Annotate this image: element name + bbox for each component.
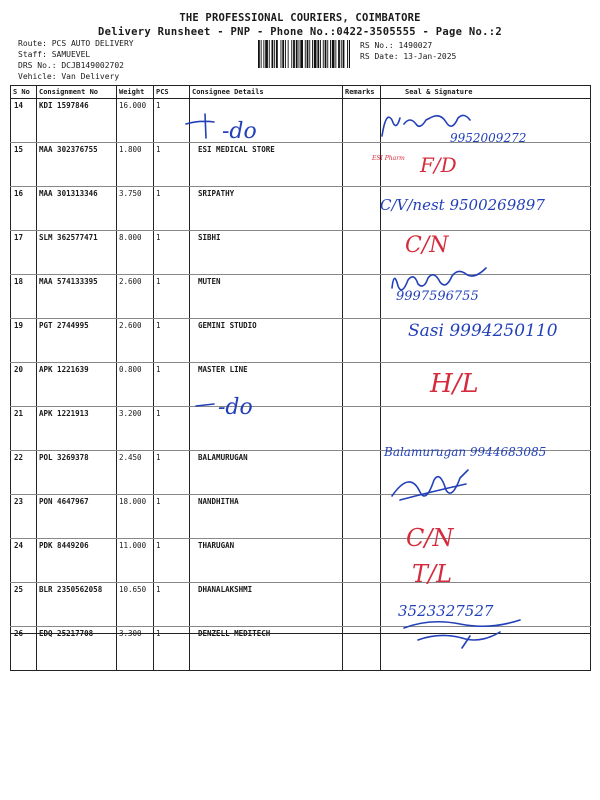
column-header-weight: Weight xyxy=(117,86,154,99)
barcode-bar xyxy=(299,40,300,68)
row-consignee: SRIPATHY xyxy=(190,187,343,231)
vehicle-label: Vehicle: Van Delivery xyxy=(18,72,120,81)
column-header-consignee: Consignee Details xyxy=(190,86,343,99)
barcode-bar xyxy=(269,40,270,68)
barcode-bar xyxy=(285,40,286,68)
row-consignment-number: PON 4647967 xyxy=(37,495,117,539)
barcode-bar xyxy=(325,40,327,68)
row-consignee: DENZELL MEDITECH xyxy=(190,627,343,671)
barcode-bar xyxy=(263,40,264,68)
row-consignee: SIBHI xyxy=(190,231,343,275)
row-consignment-number: EDQ 25217708 xyxy=(37,627,117,671)
row-signature-cell xyxy=(381,583,591,627)
drs-number-label: DRS No.: DCJB149002702 xyxy=(18,61,124,70)
barcode-bar xyxy=(258,40,260,68)
document-subtitle: Delivery Runsheet - PNP - Phone No.:0422-3505555 - Page No.:2 xyxy=(98,26,502,38)
runsheet-meta-right xyxy=(360,40,456,62)
row19-note-text: Sasi 9994250110 xyxy=(408,321,558,341)
row26-note-text: 3523327527 xyxy=(398,602,494,620)
row22-note-text: Balamurugan 9944683085 xyxy=(384,445,547,459)
row-sno: 23 xyxy=(11,495,37,539)
row-pcs: 1 xyxy=(154,231,190,275)
row20-code-text: H/L xyxy=(430,369,479,399)
row-pcs: 1 xyxy=(154,495,190,539)
row-pcs: 1 xyxy=(154,319,190,363)
row-consignee xyxy=(190,99,343,143)
row-remarks xyxy=(343,99,381,143)
barcode-bar xyxy=(305,40,306,68)
row-consignee: MUTEN xyxy=(190,275,343,319)
row-sno: 14 xyxy=(11,99,37,143)
row-weight: 2.600 xyxy=(117,319,154,363)
row-signature-cell xyxy=(381,143,591,187)
barcode-bar xyxy=(343,40,345,68)
row-consignee: ESI MEDICAL STORE xyxy=(190,143,343,187)
barcode-bar xyxy=(320,40,321,68)
row-sno: 24 xyxy=(11,539,37,583)
row-consignment-number: APK 1221639 xyxy=(37,363,117,407)
row-remarks xyxy=(343,363,381,407)
row-remarks xyxy=(343,319,381,363)
row-signature-cell xyxy=(381,363,591,407)
row-consignment-number: KDI 1597846 xyxy=(37,99,117,143)
row-sno: 16 xyxy=(11,187,37,231)
row-sno: 22 xyxy=(11,451,37,495)
barcode-bar xyxy=(282,40,284,68)
row-pcs: 1 xyxy=(154,363,190,407)
row-consignment-number: PGT 2744995 xyxy=(37,319,117,363)
route-label: Route: PCS AUTO DELIVERY xyxy=(18,39,134,48)
table-row xyxy=(11,583,591,627)
row25-code-text: T/L xyxy=(412,560,453,588)
row-consignment-number: BLR 2350562058 xyxy=(37,583,117,627)
barcode-bar xyxy=(323,40,324,68)
row-pcs: 1 xyxy=(154,627,190,671)
row17-code-text: C/N xyxy=(405,233,449,258)
row-consignee: GEMINI STUDIO xyxy=(190,319,343,363)
barcode-graphic xyxy=(258,40,350,68)
row-weight: 3.300 xyxy=(117,627,154,671)
row21-remark-text: -do xyxy=(218,395,253,420)
row-remarks xyxy=(343,495,381,539)
row-consignee: NANDHITHA xyxy=(190,495,343,539)
row-weight: 0.800 xyxy=(117,363,154,407)
barcode-bar xyxy=(265,40,268,68)
staff-label: Staff: SAMUEVEL xyxy=(18,50,91,59)
table-row xyxy=(11,143,591,187)
row-weight: 16.000 xyxy=(117,99,154,143)
table-header-row xyxy=(11,86,591,99)
row15-code-text: F/D xyxy=(420,153,457,177)
barcode-bar xyxy=(261,40,262,68)
row-signature-cell xyxy=(381,451,591,495)
table-row xyxy=(11,407,591,451)
barcode-bar xyxy=(312,40,313,68)
barcode-bar xyxy=(281,40,282,68)
row-pcs: 1 xyxy=(154,187,190,231)
barcode-bar xyxy=(274,40,275,68)
row-remarks xyxy=(343,451,381,495)
row-weight: 2.600 xyxy=(117,275,154,319)
barcode-bar xyxy=(309,40,310,68)
barcode-bar xyxy=(338,40,340,68)
row-weight: 2.450 xyxy=(117,451,154,495)
table-row xyxy=(11,539,591,583)
document-title: THE PROFESSIONAL COURIERS, COIMBATORE xyxy=(179,12,421,24)
row-remarks xyxy=(343,187,381,231)
rs-date-label: RS Date: 13-Jan-2025 xyxy=(360,52,457,61)
barcode-bar xyxy=(327,40,328,68)
row-consignment-number: MAA 302376755 xyxy=(37,143,117,187)
barcode-bar xyxy=(341,40,342,68)
barcode-bar xyxy=(288,40,289,68)
row-weight: 3.200 xyxy=(117,407,154,451)
row-signature-cell xyxy=(381,187,591,231)
column-header-sno: S No xyxy=(11,86,37,99)
column-header-pcs: PCS xyxy=(154,86,190,99)
row-consignment-number: POL 3269378 xyxy=(37,451,117,495)
row-signature-cell xyxy=(381,319,591,363)
table-bottom-rule xyxy=(10,633,590,634)
row-pcs: 1 xyxy=(154,539,190,583)
rs-number-label: RS No.: 1490027 xyxy=(360,41,433,50)
row-remarks xyxy=(343,407,381,451)
row15-note-text: ESI Pharm xyxy=(372,155,405,162)
row15-phone-text: 9952009272 xyxy=(450,131,527,145)
row-remarks xyxy=(343,143,381,187)
row-sno: 21 xyxy=(11,407,37,451)
row-sno: 20 xyxy=(11,363,37,407)
column-header-signature: Seal & Signature xyxy=(381,86,591,99)
table-row xyxy=(11,451,591,495)
row24-code-text: C/N xyxy=(406,524,454,552)
row-signature-cell xyxy=(381,275,591,319)
table-row xyxy=(11,363,591,407)
row-consignee xyxy=(190,407,343,451)
table-row xyxy=(11,495,591,539)
barcode-bar xyxy=(276,40,278,68)
row-signature-cell xyxy=(381,407,591,451)
row-consignment-number: MAA 574133395 xyxy=(37,275,117,319)
row-sno: 18 xyxy=(11,275,37,319)
table-row xyxy=(11,319,591,363)
row-pcs: 1 xyxy=(154,583,190,627)
row-consignment-number: MAA 301313346 xyxy=(37,187,117,231)
row-weight: 8.000 xyxy=(117,231,154,275)
row-remarks xyxy=(343,231,381,275)
barcode-bar xyxy=(330,40,331,68)
column-header-consignment: Consignment No xyxy=(37,86,117,99)
row18-phone-text: 9997596755 xyxy=(396,289,479,304)
row-consignment-number: PDK 8449206 xyxy=(37,539,117,583)
barcode-bar xyxy=(307,40,309,68)
table-row xyxy=(11,187,591,231)
row-sno: 17 xyxy=(11,231,37,275)
barcode-bar xyxy=(272,40,274,68)
row-sno: 26 xyxy=(11,627,37,671)
row-remarks xyxy=(343,539,381,583)
barcode-bar xyxy=(314,40,317,68)
row14-remark-text: -do xyxy=(222,119,257,144)
row-pcs: 1 xyxy=(154,275,190,319)
row-pcs: 1 xyxy=(154,451,190,495)
row-weight: 1.800 xyxy=(117,143,154,187)
row-consignee: THARUGAN xyxy=(190,539,343,583)
runsheet-table xyxy=(10,85,590,638)
barcode-bar xyxy=(332,40,335,68)
row-weight: 11.000 xyxy=(117,539,154,583)
row-weight: 10.650 xyxy=(117,583,154,627)
barcode-bar xyxy=(347,40,348,68)
row-sno: 19 xyxy=(11,319,37,363)
barcode-bar xyxy=(296,40,298,68)
row-remarks xyxy=(343,275,381,319)
column-header-remarks: Remarks xyxy=(343,86,381,99)
row-consignee: BALAMURUGAN xyxy=(190,451,343,495)
row-weight: 18.000 xyxy=(117,495,154,539)
row-consignee: MASTER LINE xyxy=(190,363,343,407)
row-sno: 25 xyxy=(11,583,37,627)
runsheet-meta-left xyxy=(18,38,134,82)
barcode-bar xyxy=(317,40,319,68)
table-row xyxy=(11,99,591,143)
barcode-bar xyxy=(335,40,336,68)
row-sno: 15 xyxy=(11,143,37,187)
row-signature-cell xyxy=(381,99,591,143)
row-signature-cell xyxy=(381,539,591,583)
table-row xyxy=(11,275,591,319)
row-remarks xyxy=(343,583,381,627)
row16-note-text: C/V/nest 9500269897 xyxy=(380,196,545,214)
barcode-bar xyxy=(300,40,303,68)
table-row xyxy=(11,231,591,275)
row-signature-cell xyxy=(381,231,591,275)
barcode-bar xyxy=(293,40,295,68)
barcode-bar xyxy=(291,40,292,68)
row-pcs: 1 xyxy=(154,143,190,187)
row-weight: 3.750 xyxy=(117,187,154,231)
row-pcs: 1 xyxy=(154,407,190,451)
row-consignment-number: APK 1221913 xyxy=(37,407,117,451)
row-consignment-number: SLM 362577471 xyxy=(37,231,117,275)
row-pcs: 1 xyxy=(154,99,190,143)
row-signature-cell xyxy=(381,495,591,539)
barcode-bar xyxy=(349,40,350,68)
row-consignee: DHANALAKSHMI xyxy=(190,583,343,627)
